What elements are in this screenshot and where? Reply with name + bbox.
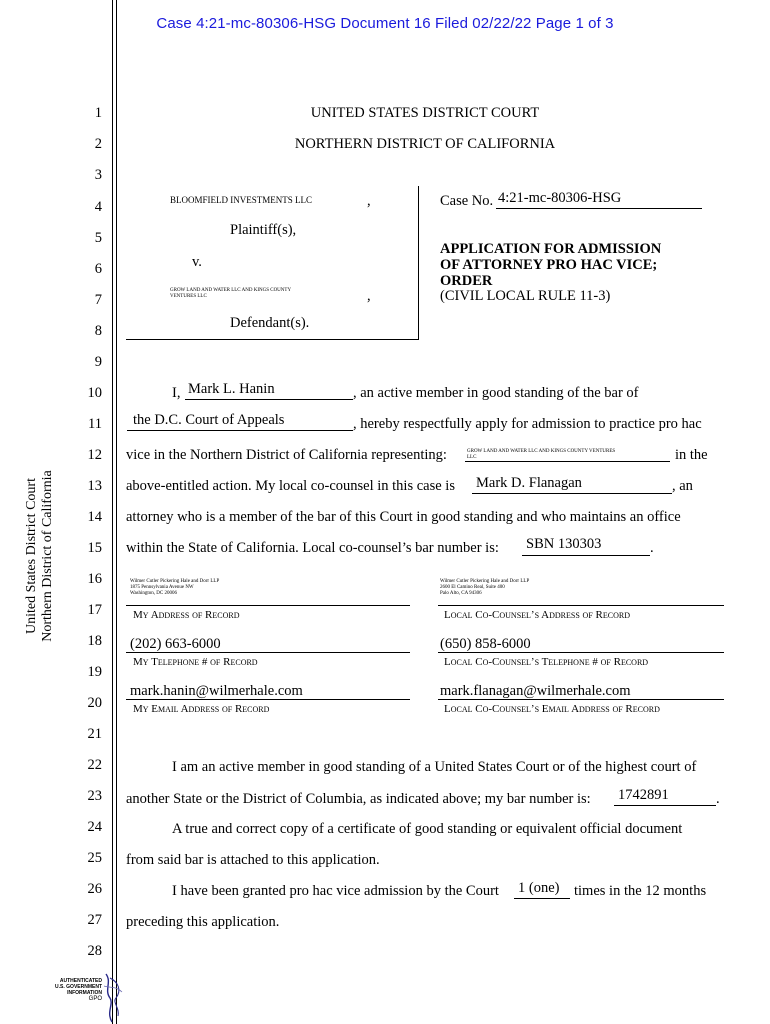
side-label-court: United States District Court xyxy=(24,478,39,634)
local-email-underline xyxy=(438,699,724,700)
line-number: 7 xyxy=(94,292,102,308)
versus: v. xyxy=(192,254,202,270)
line-number: 9 xyxy=(94,354,102,370)
line-number: 5 xyxy=(94,230,102,246)
local-email-label: Local Co-Counsel’s Email Address of Record xyxy=(444,703,660,715)
line-number: 24 xyxy=(87,819,102,835)
p1-f: , an xyxy=(672,478,693,494)
my-address-underline xyxy=(126,605,410,606)
my-email-label: My Email Address of Record xyxy=(133,703,270,715)
p1-e: above-entitled action. My local co-counsel in this case is xyxy=(126,478,455,494)
local-address-label: Local Co-Counsel’s Address of Record xyxy=(444,609,630,621)
line-number: 14 xyxy=(87,509,102,525)
co-counsel-underline xyxy=(472,493,672,494)
my-address-line-2: 1875 Pennsylvania Avenue NW xyxy=(130,585,194,590)
line-number: 20 xyxy=(87,695,102,711)
gpo-seal-line2: U.S. GOVERNMENT xyxy=(55,984,102,990)
line-number: 15 xyxy=(87,540,102,556)
line-number: 17 xyxy=(87,602,102,618)
defendant-name-line2: VENTURES LLC xyxy=(170,294,207,299)
document-title-line4: (CIVIL LOCAL RULE 11-3) xyxy=(440,288,611,304)
defendant-role: Defendant(s). xyxy=(230,315,310,331)
line-number: 6 xyxy=(94,261,102,277)
line-number: 27 xyxy=(87,912,102,928)
case-header: Case 4:21-mc-80306-HSG Document 16 Filed 02/22/22 Page 1 of 3 xyxy=(156,15,614,32)
gpo-eagle-icon xyxy=(100,972,128,1024)
p1-end: . xyxy=(650,540,654,556)
times-admitted: 1 (one) xyxy=(518,880,560,896)
co-counsel-name: Mark D. Flanagan xyxy=(476,475,582,491)
caption-box-bottom-rule xyxy=(126,339,419,340)
p3-a: A true and correct copy of a certificate of good standing or equivalent official document xyxy=(172,821,683,837)
co-counsel-bar-underline xyxy=(522,555,650,556)
my-email-underline xyxy=(126,699,410,700)
line-number: 22 xyxy=(87,757,102,773)
p2-end: . xyxy=(716,791,720,807)
attorney-name: Mark L. Hanin xyxy=(188,381,275,397)
line-number: 25 xyxy=(87,850,102,866)
line-number: 19 xyxy=(87,664,102,680)
my-address-label: My Address of Record xyxy=(133,609,240,621)
bar-of-underline xyxy=(127,430,353,431)
p1-c: vice in the Northern District of California representing: xyxy=(126,447,447,463)
line-number: 21 xyxy=(87,726,102,742)
my-phone: (202) 663-6000 xyxy=(130,636,221,652)
p1-d: in the xyxy=(675,447,708,463)
local-phone: (650) 858-6000 xyxy=(440,636,531,652)
times-underline xyxy=(514,898,570,899)
p2-b: another State or the District of Columbia, as indicated above; my bar number is: xyxy=(126,791,591,807)
line-number: 10 xyxy=(87,385,102,401)
plaintiff-name: BLOOMFIELD INVESTMENTS LLC xyxy=(170,195,312,205)
case-no-label: Case No. xyxy=(440,193,494,209)
court-name: UNITED STATES DISTRICT COURT xyxy=(310,105,540,121)
line-number: 23 xyxy=(87,788,102,804)
representing-line2: LLC xyxy=(467,455,477,460)
p1-h: within the State of California. Local co-counsel’s bar number is: xyxy=(126,540,499,556)
gpo-seal-line1: AUTHENTICATED xyxy=(59,978,102,984)
document-title-line2: OF ATTORNEY PRO HAC VICE; xyxy=(440,257,658,273)
local-address-line-1: Wilmer Cutler Pickering Hale and Dorr LLP xyxy=(440,579,530,584)
left-margin-rule-1 xyxy=(112,0,113,1024)
gpo-seal-line4: GPO xyxy=(88,996,102,1002)
p1-g: attorney who is a member of the bar of this Court in good standing and who maintains an office xyxy=(126,509,681,525)
line-number: 4 xyxy=(94,199,102,215)
p4-b: times in the 12 months xyxy=(574,883,707,899)
line-number: 2 xyxy=(94,136,102,152)
p1-b: , hereby respectfully apply for admission to practice pro hac xyxy=(353,416,702,432)
local-phone-underline xyxy=(438,652,724,653)
local-address-line-2: 2600 El Camino Real, Suite 400 xyxy=(440,585,505,590)
my-address-line-1: Wilmer Cutler Pickering Hale and Dorr LLP xyxy=(130,579,220,584)
case-no-value: 4:21-mc-80306-HSG xyxy=(498,190,622,206)
p1-i: I, xyxy=(172,385,181,401)
line-number: 8 xyxy=(94,323,102,339)
local-phone-label: Local Co-Counsel’s Telephone # of Record xyxy=(444,656,649,668)
line-number: 26 xyxy=(87,881,102,897)
local-address-line-3: Palo Alto, CA 94306 xyxy=(440,591,482,596)
line-number: 12 xyxy=(87,447,102,463)
p4-a: I have been granted pro hac vice admission by the Court xyxy=(172,883,499,899)
plaintiff-role: Plaintiff(s), xyxy=(230,222,297,238)
my-address-line-3: Washington, DC 20006 xyxy=(130,591,177,596)
line-number: 28 xyxy=(87,943,102,959)
p4-c: preceding this application. xyxy=(126,914,280,930)
line-number: 3 xyxy=(94,167,102,183)
representing-line1: GROW LAND AND WATER LLC AND KINGS COUNTY VENTURES xyxy=(467,449,616,454)
defendant-name-line1: GROW LAND AND WATER LLC AND KINGS COUNTY xyxy=(170,288,292,293)
document-title-line1: APPLICATION FOR ADMISSION xyxy=(440,241,662,257)
caption-comma-2: , xyxy=(367,288,371,304)
representing-underline xyxy=(465,461,670,462)
case-no-underline xyxy=(496,208,702,209)
p2-a: I am an active member in good standing of a United States Court or of the highest court of xyxy=(172,759,697,775)
p1-a: , an active member in good standing of the bar of xyxy=(353,385,639,401)
line-number: 11 xyxy=(88,416,102,432)
line-number: 18 xyxy=(87,633,102,649)
local-address-underline xyxy=(438,605,724,606)
line-number: 16 xyxy=(87,571,102,587)
document-title-line3: ORDER xyxy=(440,273,493,289)
my-phone-label: My Telephone # of Record xyxy=(133,656,258,668)
local-email: mark.flanagan@wilmerhale.com xyxy=(440,683,631,699)
left-margin-rule-2 xyxy=(116,0,117,1024)
p3-b: from said bar is attached to this application. xyxy=(126,852,380,868)
line-number: 13 xyxy=(87,478,102,494)
side-label-district: Northern District of California xyxy=(40,470,55,642)
co-counsel-bar-number: SBN 130303 xyxy=(526,536,602,552)
caption-box-right-rule xyxy=(418,186,419,339)
my-email: mark.hanin@wilmerhale.com xyxy=(130,683,303,699)
caption-comma-1: , xyxy=(367,193,371,209)
bar-of: the D.C. Court of Appeals xyxy=(133,412,285,428)
bar-number-underline xyxy=(614,805,716,806)
attorney-name-underline xyxy=(185,399,353,400)
court-district: NORTHERN DISTRICT OF CALIFORNIA xyxy=(294,136,556,152)
line-number: 1 xyxy=(94,105,102,121)
my-phone-underline xyxy=(126,652,410,653)
gpo-seal-line3: INFORMATION xyxy=(67,990,102,996)
bar-number: 1742891 xyxy=(618,787,669,803)
side-label xyxy=(24,456,56,656)
gpo-authentication-seal xyxy=(40,978,102,1002)
